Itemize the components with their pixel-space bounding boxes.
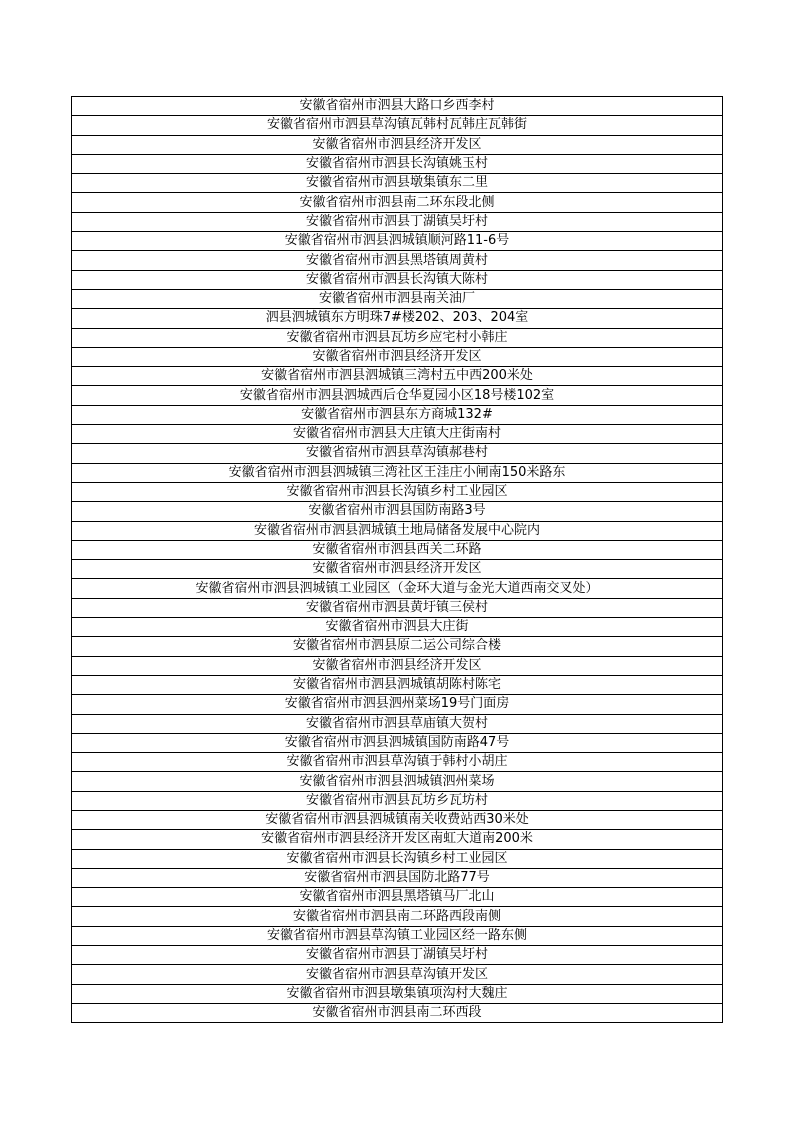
address-cell: 安徽省宿州市泗县经济开发区 bbox=[72, 560, 723, 579]
address-cell: 安徽省宿州市泗县长沟镇姚玉村 bbox=[72, 154, 723, 173]
table-row bbox=[72, 656, 723, 675]
table-row bbox=[72, 772, 723, 791]
address-cell: 安徽省宿州市泗县草沟镇郝巷村 bbox=[72, 444, 723, 463]
address-cell: 安徽省宿州市泗县南关油厂 bbox=[72, 289, 723, 308]
address-cell: 安徽省宿州市泗县草沟镇瓦韩村瓦韩庄瓦韩街 bbox=[72, 116, 723, 135]
address-cell: 安徽省宿州市泗县墩集镇项沟村大魏庄 bbox=[72, 984, 723, 1003]
address-cell: 安徽省宿州市泗县泗城镇泗州菜场 bbox=[72, 772, 723, 791]
table-row bbox=[72, 791, 723, 810]
table-row bbox=[72, 618, 723, 637]
table-row bbox=[72, 328, 723, 347]
table-row bbox=[72, 367, 723, 386]
address-cell: 安徽省宿州市泗县大庄街 bbox=[72, 618, 723, 637]
address-cell: 安徽省宿州市泗县大庄镇大庄街南村 bbox=[72, 425, 723, 444]
address-cell: 安徽省宿州市泗县经济开发区南虹大道南200米 bbox=[72, 830, 723, 849]
address-cell: 安徽省宿州市泗县丁湖镇吴圩村 bbox=[72, 946, 723, 965]
address-cell: 泗县泗城镇东方明珠7#楼202、203、204室 bbox=[72, 309, 723, 328]
table-row bbox=[72, 463, 723, 482]
table-row bbox=[72, 579, 723, 598]
address-cell: 安徽省宿州市泗县泗城镇三湾社区王洼庄小闸南150米路东 bbox=[72, 463, 723, 482]
address-cell: 安徽省宿州市泗县经济开发区 bbox=[72, 135, 723, 154]
address-cell: 安徽省宿州市泗县黄圩镇三侯村 bbox=[72, 598, 723, 617]
address-cell: 安徽省宿州市泗县泗城镇三湾村五中西200米处 bbox=[72, 367, 723, 386]
table-row bbox=[72, 116, 723, 135]
address-cell: 安徽省宿州市泗县国防北路77号 bbox=[72, 868, 723, 887]
address-cell: 安徽省宿州市泗县泗城镇工业园区（金环大道与金光大道西南交叉处） bbox=[72, 579, 723, 598]
address-cell: 安徽省宿州市泗县泗城镇顺河路11-6号 bbox=[72, 232, 723, 251]
table-row bbox=[72, 212, 723, 231]
address-cell: 安徽省宿州市泗县丁湖镇吴圩村 bbox=[72, 212, 723, 231]
address-cell: 安徽省宿州市泗县泗城镇胡陈村陈宅 bbox=[72, 675, 723, 694]
table-row bbox=[72, 598, 723, 617]
address-cell: 安徽省宿州市泗县经济开发区 bbox=[72, 656, 723, 675]
table-row bbox=[72, 540, 723, 559]
address-cell: 安徽省宿州市泗县南二环路西段南侧 bbox=[72, 907, 723, 926]
table-row bbox=[72, 97, 723, 116]
address-cell: 安徽省宿州市泗县泗州菜场19号门面房 bbox=[72, 695, 723, 714]
table-row bbox=[72, 560, 723, 579]
address-cell: 安徽省宿州市泗县黑塔镇马厂北山 bbox=[72, 888, 723, 907]
address-cell: 安徽省宿州市泗县长沟镇乡村工业园区 bbox=[72, 482, 723, 501]
table-row bbox=[72, 675, 723, 694]
address-cell: 安徽省宿州市泗县泗城镇土地局储备发展中心院内 bbox=[72, 521, 723, 540]
table-row bbox=[72, 386, 723, 405]
table-row bbox=[72, 637, 723, 656]
address-cell: 安徽省宿州市泗县南二环东段北侧 bbox=[72, 193, 723, 212]
table-row bbox=[72, 926, 723, 945]
table-row bbox=[72, 1003, 723, 1022]
address-cell: 安徽省宿州市泗县南二环西段 bbox=[72, 1003, 723, 1022]
table-row bbox=[72, 984, 723, 1003]
table-row bbox=[72, 521, 723, 540]
address-cell: 安徽省宿州市泗县泗城镇国防南路47号 bbox=[72, 733, 723, 752]
table-row bbox=[72, 251, 723, 270]
address-cell: 安徽省宿州市泗县长沟镇大陈村 bbox=[72, 270, 723, 289]
address-cell: 安徽省宿州市泗县东方商城132# bbox=[72, 405, 723, 424]
table-row bbox=[72, 502, 723, 521]
table-row bbox=[72, 868, 723, 887]
table-row bbox=[72, 946, 723, 965]
table-row bbox=[72, 695, 723, 714]
table-row bbox=[72, 174, 723, 193]
table-row bbox=[72, 444, 723, 463]
address-cell: 安徽省宿州市泗县西关二环路 bbox=[72, 540, 723, 559]
address-cell: 安徽省宿州市泗县墩集镇东二里 bbox=[72, 174, 723, 193]
address-cell: 安徽省宿州市泗县瓦坊乡应宅村小韩庄 bbox=[72, 328, 723, 347]
address-cell: 安徽省宿州市泗县泗城镇南关收费站西30米处 bbox=[72, 810, 723, 829]
address-cell: 安徽省宿州市泗县黑塔镇周黄村 bbox=[72, 251, 723, 270]
table-row bbox=[72, 830, 723, 849]
table-row bbox=[72, 270, 723, 289]
table-row bbox=[72, 965, 723, 984]
address-table bbox=[71, 96, 723, 1023]
table-row bbox=[72, 232, 723, 251]
table-row bbox=[72, 907, 723, 926]
address-cell: 安徽省宿州市泗县草沟镇开发区 bbox=[72, 965, 723, 984]
table-row bbox=[72, 154, 723, 173]
address-cell: 安徽省宿州市泗县草庙镇大贺村 bbox=[72, 714, 723, 733]
table-row bbox=[72, 849, 723, 868]
address-cell: 安徽省宿州市泗县经济开发区 bbox=[72, 347, 723, 366]
address-cell: 安徽省宿州市泗县国防南路3号 bbox=[72, 502, 723, 521]
address-cell: 安徽省宿州市泗县草沟镇于韩村小胡庄 bbox=[72, 753, 723, 772]
address-cell: 安徽省宿州市泗县瓦坊乡瓦坊村 bbox=[72, 791, 723, 810]
table-row bbox=[72, 753, 723, 772]
address-cell: 安徽省宿州市泗县大路口乡西李村 bbox=[72, 97, 723, 116]
table-row bbox=[72, 888, 723, 907]
table-row bbox=[72, 714, 723, 733]
address-cell: 安徽省宿州市泗县草沟镇工业园区经一路东侧 bbox=[72, 926, 723, 945]
table-row bbox=[72, 482, 723, 501]
table-row bbox=[72, 347, 723, 366]
address-cell: 安徽省宿州市泗县长沟镇乡村工业园区 bbox=[72, 849, 723, 868]
table-row bbox=[72, 193, 723, 212]
address-table-body bbox=[72, 97, 723, 1023]
address-cell: 安徽省宿州市泗县泗城西后仓华夏园小区18号楼102室 bbox=[72, 386, 723, 405]
address-cell: 安徽省宿州市泗县原二运公司综合楼 bbox=[72, 637, 723, 656]
table-row bbox=[72, 733, 723, 752]
table-row bbox=[72, 289, 723, 308]
table-row bbox=[72, 309, 723, 328]
table-row bbox=[72, 135, 723, 154]
table-row bbox=[72, 810, 723, 829]
table-row bbox=[72, 425, 723, 444]
table-row bbox=[72, 405, 723, 424]
